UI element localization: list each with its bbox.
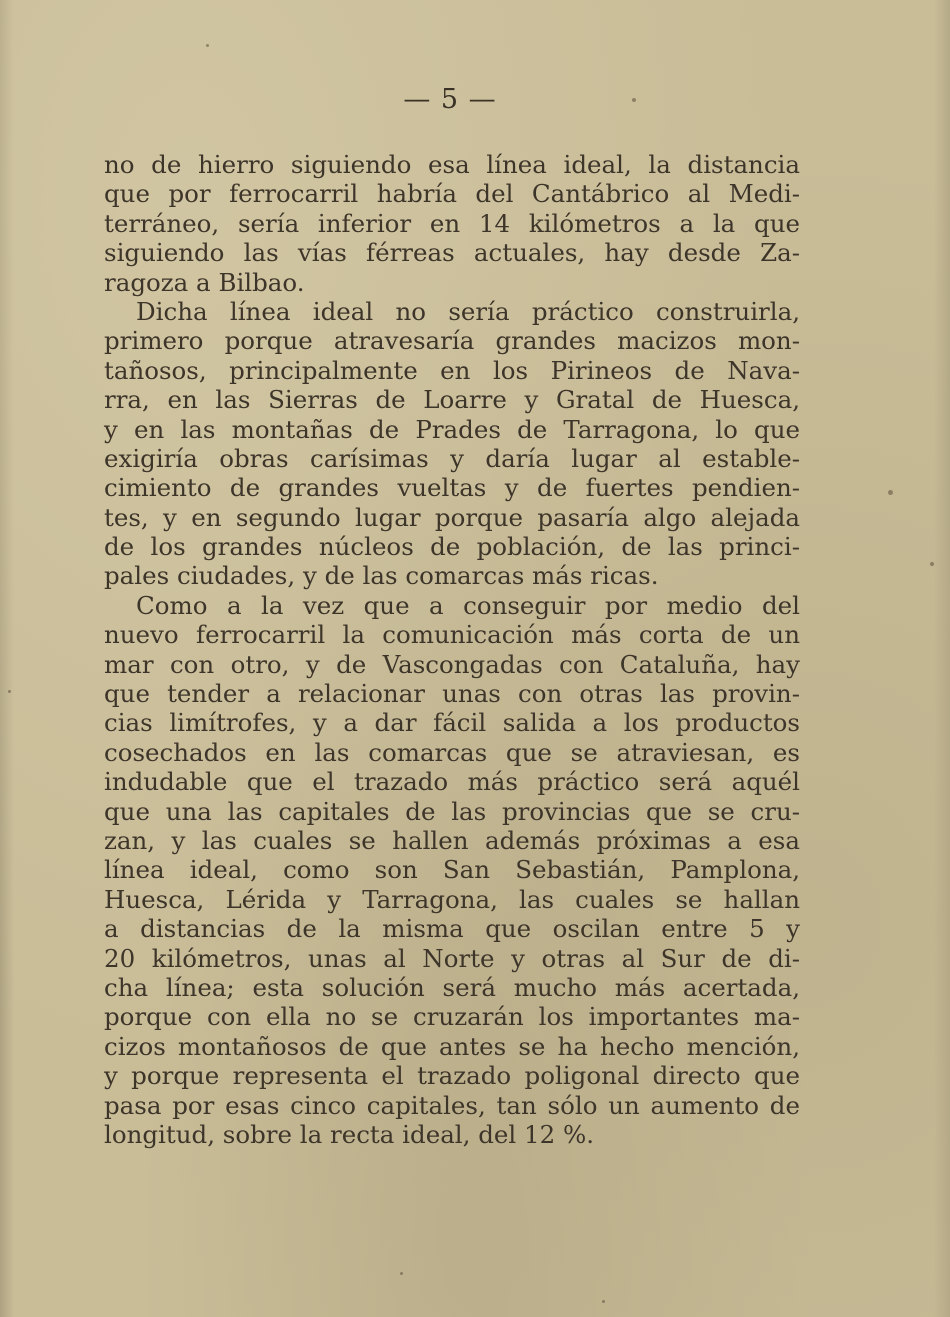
text-line: cha línea; esta solución será mucho más acertada, [104,972,800,1002]
paper-speck [602,1300,605,1303]
text-line: y porque representa el trazado poligonal directo que [104,1061,800,1091]
text-line: terráneo, sería inferior en 14 kilómetros a la que [104,208,800,238]
page-number: — 5 — [403,84,497,115]
text-line: 20 kilómetros, unas al Norte y otras al Sur de di- [104,943,800,973]
text-line: tes, y en segundo lugar porque pasaría algo alejada [104,502,800,532]
paper-speck [206,44,209,47]
text-line: exigiría obras carísimas y daría lugar al estable- [104,443,800,473]
text-line: mar con otro, y de Vascongadas con Cataluña, hay [104,649,800,679]
text-line: longitud, sobre la recta ideal, del 12 %. [104,1119,595,1149]
text-line: ragoza a Bilbao. [104,267,305,297]
text-line: de los grandes núcleos de población, de las princi- [104,532,800,562]
text-line: rra, en las Sierras de Loarre y Gratal de Huesca, [104,385,800,415]
text-line: que por ferrocarril habría del Cantábrico al Medi- [104,179,800,209]
paper-speck [888,490,893,495]
text-line: que una las capitales de las provincias que se cru- [104,796,800,826]
text-line: cosechados en las comarcas que se atraviesan, es [104,737,800,767]
text-line: nuevo ferrocarril la comunicación más corta de un [104,620,800,650]
text-line: Dicha línea ideal no sería práctico construirla, [136,296,800,326]
text-line: siguiendo las vías férreas actuales, hay desde Za- [104,238,800,268]
text-line: porque con ella no se cruzarán los importantes ma- [104,1002,800,1032]
text-line: a distancias de la misma que oscilan entre 5 y [104,914,800,944]
text-line: Huesca, Lérida y Tarragona, las cuales se hallan [104,884,800,914]
paper-speck [400,1272,403,1275]
text-line: zan, y las cuales se hallen además próximas a esa [104,825,800,855]
text-line: cizos montañosos de que antes se ha hecho mención, [104,1031,800,1061]
text-line: cias limítrofes, y a dar fácil salida a los productos [104,708,800,738]
text-line: pales ciudades, y de las comarcas más ricas. [104,561,659,591]
text-line: no de hierro siguiendo esa línea ideal, la distancia [104,150,800,179]
paper-speck [632,98,636,102]
body-text [104,150,800,1149]
text-line: tañosos, principalmente en los Pirineos de Nava- [104,355,800,385]
text-line: cimiento de grandes vueltas y de fuertes pendien- [104,473,800,503]
text-line: Como a la vez que a conseguir por medio del [136,590,800,620]
text-line: primero porque atravesaría grandes macizos mon- [104,326,800,356]
text-line: y en las montañas de Prades de Tarragona, lo que [104,414,800,444]
text-line: pasa por esas cinco capitales, tan sólo un aumento de [104,1090,800,1120]
text-line: línea ideal, como son San Sebastián, Pamplona, [104,855,800,885]
text-line: indudable que el trazado más práctico será aquél [104,767,800,797]
paper-speck [930,562,934,566]
text-line: que tender a relacionar unas con otras las provin- [104,679,800,709]
paper-speck [8,690,11,693]
